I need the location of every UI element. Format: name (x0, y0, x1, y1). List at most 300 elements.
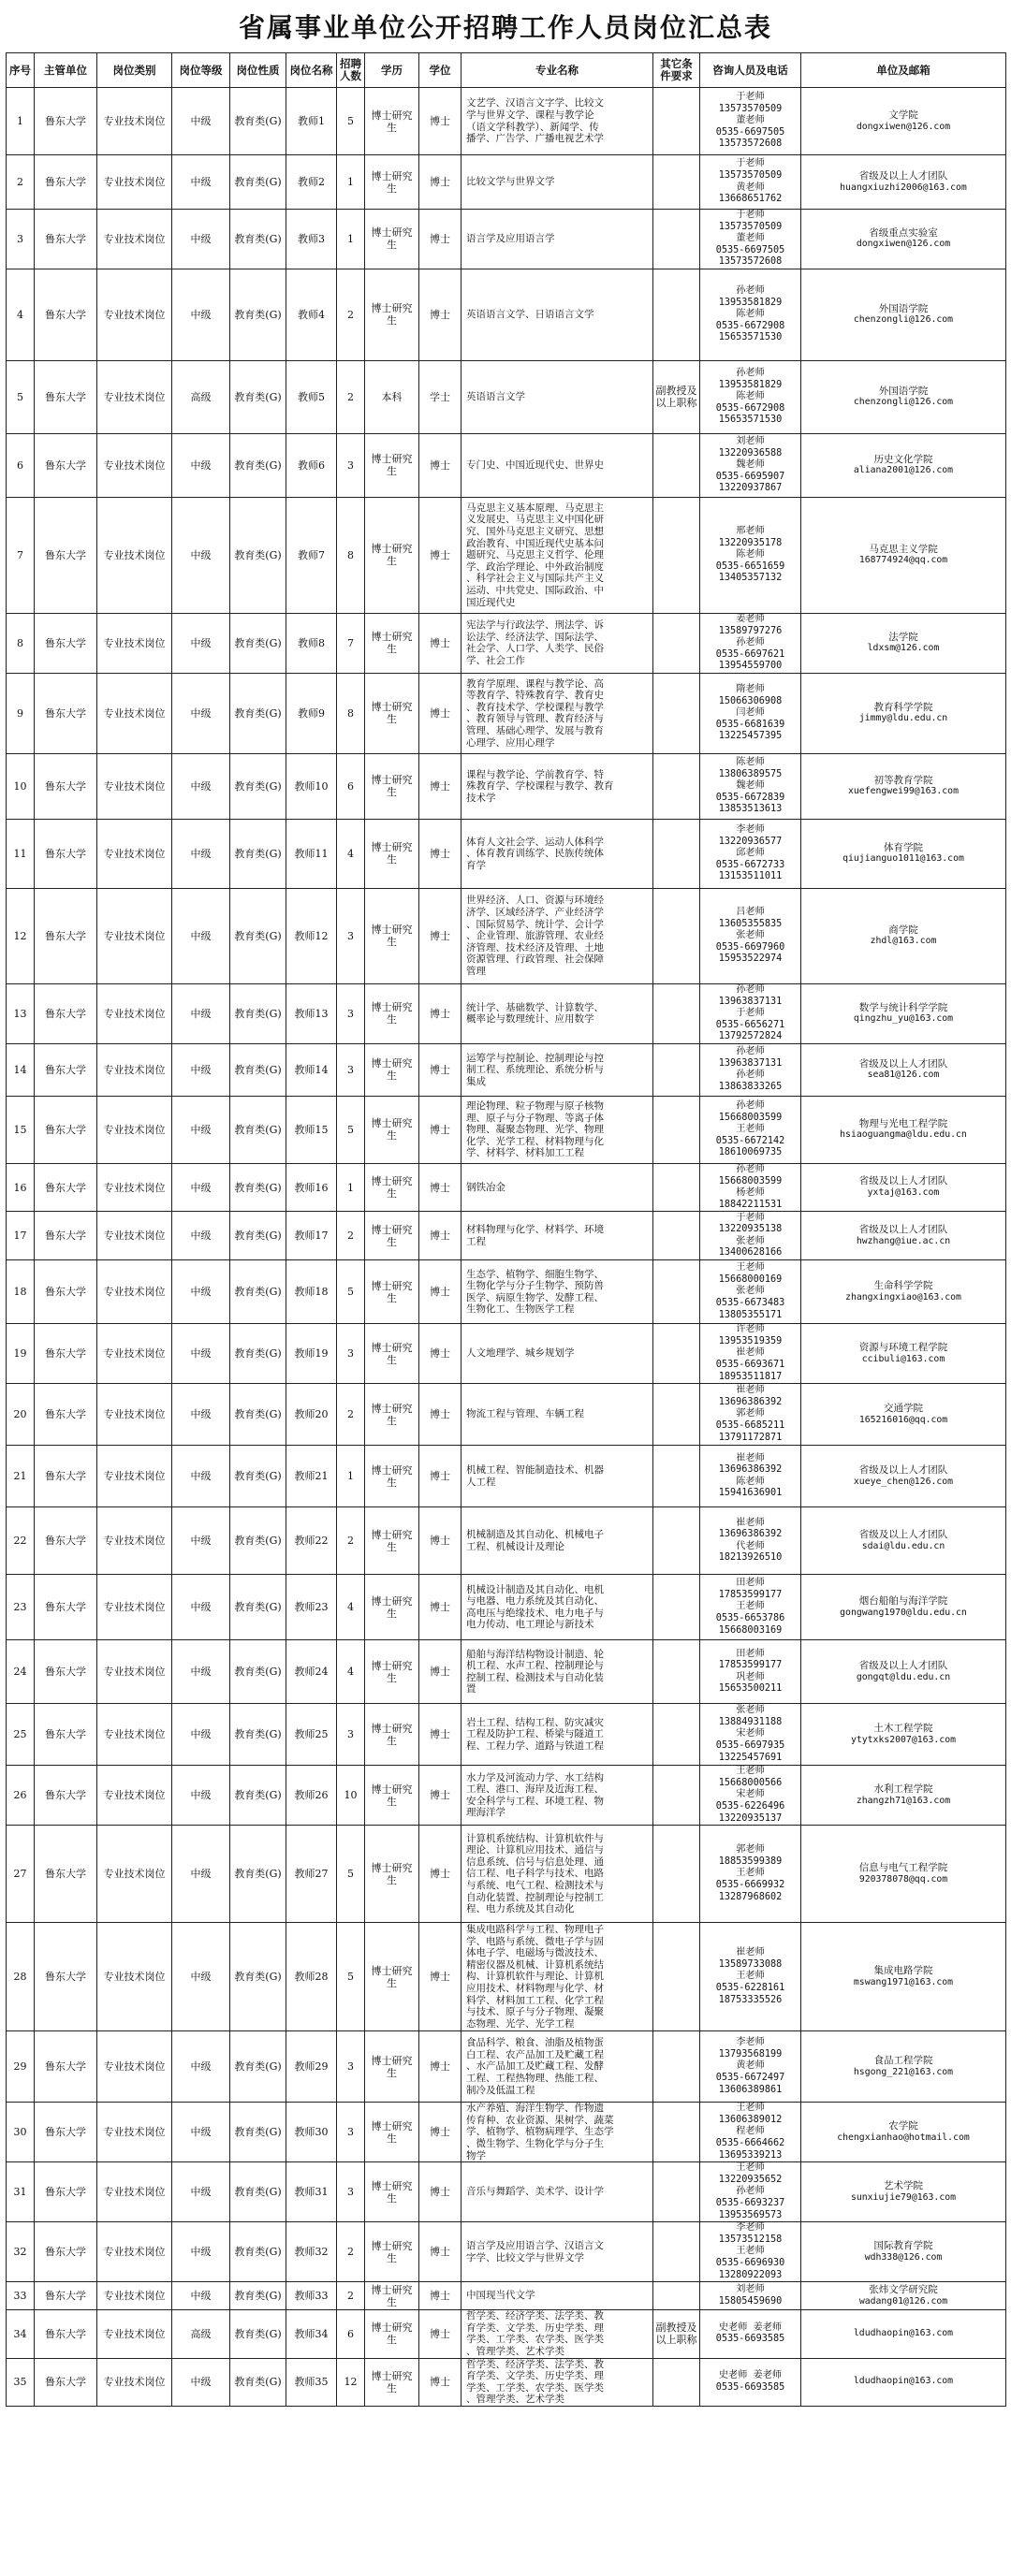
contact-line: 13573572608 (718, 138, 783, 150)
unit-email[interactable]: ldxsm@126.com (867, 643, 940, 654)
unit-email[interactable]: hwzhang@iue.ac.cn (856, 1235, 951, 1246)
position-name-cell: 教师29 (286, 2031, 337, 2103)
contact-cell (700, 1260, 801, 1324)
count-cell: 2 (337, 269, 365, 360)
position-name-cell: 教师28 (286, 1923, 337, 2031)
nature-cell: 教育类(G) (230, 1826, 286, 1923)
conditions-cell (653, 1826, 700, 1923)
unit-name: 省级及以上人才团队 (858, 1528, 948, 1540)
unit-email[interactable]: 168774924@qq.com (858, 555, 948, 566)
dept-cell: 鲁东大学 (35, 1043, 97, 1096)
contact-line: 15653500211 (718, 1683, 783, 1695)
contact-line: 13287968602 (718, 1891, 783, 1902)
contact-line: 13606389012 (718, 2114, 783, 2125)
major-line: 管理、基础心理学、发展与教育 (466, 725, 604, 737)
degree-cell: 博士 (419, 613, 462, 673)
contact-cell (700, 1704, 801, 1766)
conditions-cell (653, 2222, 700, 2282)
degree-cell: 博士 (419, 2310, 462, 2358)
category-cell: 专业技术岗位 (97, 1923, 172, 2031)
level-cell: 中级 (172, 2031, 230, 2103)
unit-email[interactable]: zhangzh71@163.com (856, 1795, 951, 1806)
major-line: 学类、工学类、农学类、医学类 (466, 2381, 604, 2394)
conditions-cell (653, 433, 700, 497)
dept-cell: 鲁东大学 (35, 210, 97, 269)
contact-line: 13963837131 (718, 996, 783, 1007)
unit-email[interactable]: sea81@126.com (867, 1070, 940, 1081)
level-cell: 中级 (172, 497, 230, 613)
position-name-cell: 教师19 (286, 1324, 337, 1384)
level-cell: 中级 (172, 1384, 230, 1446)
degree-cell: 博士 (419, 1324, 462, 1384)
contact-cell (700, 673, 801, 753)
contact-line: 孙老师 (736, 367, 765, 378)
unit-email[interactable]: sdai@ldu.edu.cn (861, 1540, 945, 1551)
no-cell: 20 (7, 1384, 35, 1446)
count-cell: 3 (337, 888, 365, 983)
unit-cell (801, 888, 1006, 983)
category-cell: 专业技术岗位 (97, 1324, 172, 1384)
table-row (7, 1923, 1006, 2031)
unit-email[interactable]: chenzongli@126.com (853, 314, 954, 326)
dept-cell: 鲁东大学 (35, 497, 97, 613)
unit-email[interactable]: zhangxingxiao@163.com (845, 1291, 961, 1303)
contact-line: 巩老师 (736, 1671, 765, 1682)
contact-line: 于老师 (736, 92, 765, 103)
unit-email[interactable]: gongqt@ldu.edu.cn (856, 1671, 951, 1682)
unit-email[interactable]: ccibuli@163.com (861, 1353, 945, 1364)
major-cell (462, 155, 653, 210)
degree-cell: 博士 (419, 888, 462, 983)
degree-cell: 博士 (419, 269, 462, 360)
unit-name: 国际教育学院 (873, 2239, 933, 2251)
education-cell: 博士研究生 (365, 1324, 419, 1384)
contact-line: 18842211531 (718, 1199, 783, 1210)
no-cell: 27 (7, 1826, 35, 1923)
contact-line: 刘老师 (736, 435, 765, 446)
contact-line: 史老师 姜老师 (718, 2321, 783, 2333)
contact-line: 王老师 (736, 2246, 765, 2257)
unit-cell (801, 2282, 1006, 2310)
major-line: 、微生物学、生物化学与分子生 (466, 2138, 604, 2149)
contact-cell (700, 433, 801, 497)
unit-email[interactable]: wadang01@126.com (858, 2295, 948, 2307)
nature-cell: 教育类(G) (230, 1384, 286, 1446)
header-cell: 主管单位 (35, 53, 97, 88)
table-row (7, 2162, 1006, 2222)
degree-cell: 博士 (419, 1923, 462, 2031)
contact-line: 13696386392 (718, 1396, 783, 1407)
contact-line: 陈老师 (736, 391, 765, 402)
contact-line: 0535-6693237 (715, 2197, 785, 2208)
position-name-cell: 教师33 (286, 2282, 337, 2310)
major-cell (462, 613, 653, 673)
count-cell: 10 (337, 1766, 365, 1826)
unit-name: 历史文化学院 (873, 453, 933, 465)
positions-table (6, 52, 1006, 2407)
contact-line: 0535-6693585 (715, 2381, 785, 2393)
contact-line: 13884931188 (718, 1716, 783, 1727)
position-name-cell: 教师7 (286, 497, 337, 613)
unit-cell (801, 88, 1006, 155)
major-line: 集成 (466, 1075, 486, 1087)
major-line: 钢铁冶金 (466, 1181, 506, 1193)
nature-cell: 教育类(G) (230, 360, 286, 433)
contact-line: 13605355835 (718, 918, 783, 929)
major-line: 机械工程、智能制造技术、机器 (466, 1464, 604, 1477)
table-row (7, 155, 1006, 210)
level-cell: 中级 (172, 1324, 230, 1384)
contact-cell (700, 2358, 801, 2406)
degree-cell: 博士 (419, 1826, 462, 1923)
unit-name: 外国语学院 (878, 302, 929, 314)
contact-line: 隋老师 (736, 683, 765, 694)
unit-email[interactable]: zhdl@163.com (870, 936, 937, 947)
contact-line: 13589797276 (718, 625, 783, 636)
dept-cell: 鲁东大学 (35, 1212, 97, 1260)
dept-cell: 鲁东大学 (35, 2358, 97, 2406)
major-cell (462, 2031, 653, 2103)
conditions-cell (653, 888, 700, 983)
unit-cell (801, 1923, 1006, 2031)
major-cell (462, 1575, 653, 1640)
level-cell: 中级 (172, 88, 230, 155)
contact-line: 13153511011 (718, 871, 783, 882)
table-row (7, 2103, 1006, 2162)
unit-email[interactable]: xueye_chen@126.com (853, 1476, 954, 1487)
unit-email[interactable]: hsgong_221@163.com (853, 2066, 954, 2077)
degree-cell: 博士 (419, 1384, 462, 1446)
unit-email[interactable]: jimmy@ldu.edu.cn (858, 713, 948, 724)
major-cell (462, 1043, 653, 1096)
table-row (7, 1507, 1006, 1575)
category-cell: 专业技术岗位 (97, 753, 172, 819)
header-cell: 岗位名称 (286, 53, 337, 88)
conditions-cell (653, 1043, 700, 1096)
table-row (7, 269, 1006, 360)
contact-line: 王老师 (736, 1766, 765, 1777)
unit-name: 省级重点实验室 (869, 226, 938, 239)
conditions-cell (653, 1640, 700, 1704)
level-cell: 中级 (172, 1096, 230, 1163)
major-cell (462, 2162, 653, 2222)
major-line: 船舶与海洋结构物设计制造、轮 (466, 1648, 604, 1660)
unit-cell (801, 1043, 1006, 1096)
major-line: 生物化学与分子生物学、预防兽 (466, 1280, 604, 1292)
dept-cell: 鲁东大学 (35, 155, 97, 210)
contact-cell (700, 497, 801, 613)
level-cell: 中级 (172, 2162, 230, 2222)
position-name-cell: 教师9 (286, 673, 337, 753)
category-cell: 专业技术岗位 (97, 1507, 172, 1575)
unit-email[interactable]: ldudhaopin@163.com (853, 2376, 954, 2387)
contact-line: 于老师 (736, 1008, 765, 1019)
no-cell: 28 (7, 1923, 35, 2031)
contact-cell (700, 1212, 801, 1260)
nature-cell: 教育类(G) (230, 2358, 286, 2406)
unit-name: 初等教育学院 (873, 774, 933, 786)
contact-line: 0535-6693585 (715, 2334, 785, 2345)
major-cell (462, 1324, 653, 1384)
major-cell (462, 1384, 653, 1446)
conditions-cell (653, 1096, 700, 1163)
education-cell: 博士研究生 (365, 1212, 419, 1260)
no-cell: 33 (7, 2282, 35, 2310)
contact-line: 13953519359 (718, 1335, 783, 1346)
contact-line: 0535-6685211 (715, 1420, 785, 1432)
count-cell: 2 (337, 1507, 365, 1575)
education-cell: 博士研究生 (365, 1446, 419, 1507)
contact-line: 张老师 (736, 1235, 765, 1246)
contact-line: 13695339213 (718, 2149, 783, 2161)
header-cell: 咨询人员及电话 (700, 53, 801, 88)
major-line: 物学 (466, 2149, 486, 2161)
contact-line: 13696386392 (718, 1464, 783, 1476)
contact-line: 15953522974 (718, 953, 783, 965)
level-cell: 中级 (172, 983, 230, 1043)
contact-line: 15653571530 (718, 332, 783, 343)
count-cell: 3 (337, 433, 365, 497)
contact-line: 13573572608 (718, 256, 783, 268)
degree-cell: 博士 (419, 1096, 462, 1163)
unit-email[interactable]: xuefengwei99@163.com (848, 786, 959, 797)
education-cell: 博士研究生 (365, 1384, 419, 1446)
nature-cell: 教育类(G) (230, 888, 286, 983)
contact-line: 0535-6673483 (715, 1298, 785, 1309)
contact-cell (700, 819, 801, 888)
major-line: 比较文学与世界文学 (466, 176, 555, 188)
table-row (7, 433, 1006, 497)
conditions-cell (653, 2031, 700, 2103)
no-cell: 35 (7, 2358, 35, 2406)
education-cell: 博士研究生 (365, 888, 419, 983)
contact-line: 张老师 (736, 1705, 765, 1716)
major-line: 英语语言文学、日语语言文学 (466, 309, 594, 321)
degree-cell: 博士 (419, 983, 462, 1043)
category-cell: 专业技术岗位 (97, 888, 172, 983)
table-row (7, 1324, 1006, 1384)
no-cell: 16 (7, 1163, 35, 1211)
major-line: 哲学类、经济学类、法学类、教 (466, 2358, 604, 2370)
unit-email[interactable]: wdh338@126.com (864, 2251, 943, 2263)
contact-line: 郭老师 (736, 1408, 765, 1419)
nature-cell: 教育类(G) (230, 1766, 286, 1826)
category-cell: 专业技术岗位 (97, 1766, 172, 1826)
no-cell: 5 (7, 360, 35, 433)
education-cell: 博士研究生 (365, 210, 419, 269)
major-cell (462, 1704, 653, 1766)
level-cell: 高级 (172, 360, 230, 433)
table-row (7, 1096, 1006, 1163)
major-line: 英语语言文学 (466, 391, 525, 403)
major-line: 运动、中共党史、国际政治、中 (466, 584, 604, 596)
major-line: 传育种、农业资源、果树学、蔬菜 (466, 2114, 614, 2126)
unit-email[interactable]: ytytxks2007@163.com (850, 1734, 957, 1745)
dept-cell: 鲁东大学 (35, 2222, 97, 2282)
nature-cell: 教育类(G) (230, 433, 286, 497)
position-name-cell: 教师20 (286, 1384, 337, 1446)
contact-line: 13400628166 (718, 1247, 783, 1259)
nature-cell: 教育类(G) (230, 673, 286, 753)
count-cell: 3 (337, 1043, 365, 1096)
contact-line: 13805355171 (718, 1309, 783, 1320)
category-cell: 专业技术岗位 (97, 1096, 172, 1163)
level-cell: 高级 (172, 2310, 230, 2358)
nature-cell: 教育类(G) (230, 497, 286, 613)
unit-cell (801, 497, 1006, 613)
contact-line: 魏老师 (736, 780, 765, 792)
unit-email[interactable]: qingzhu_yu@163.com (853, 1013, 954, 1025)
major-line: 字学、比较文学与世界文学 (466, 2251, 584, 2263)
nature-cell: 教育类(G) (230, 613, 286, 673)
contact-line: 18953511817 (718, 1371, 783, 1382)
contact-line: 0535-6672908 (715, 402, 785, 414)
level-cell: 中级 (172, 1826, 230, 1923)
major-line: 生物化工、生物医学工程 (466, 1303, 575, 1316)
unit-email[interactable]: 920378078@qq.com (858, 1873, 948, 1885)
dept-cell: 鲁东大学 (35, 2103, 97, 2162)
nature-cell: 教育类(G) (230, 1096, 286, 1163)
unit-email[interactable]: chengxianhao@hotmail.com (837, 2132, 970, 2143)
unit-email[interactable]: gongwang1970@ldu.edu.cn (840, 1607, 967, 1618)
conditions-cell (653, 210, 700, 269)
degree-cell: 博士 (419, 1575, 462, 1640)
unit-email[interactable]: sunxiujie79@163.com (850, 2191, 957, 2203)
contact-line: 15066306908 (718, 695, 783, 706)
category-cell: 专业技术岗位 (97, 1704, 172, 1766)
major-cell (462, 1260, 653, 1324)
position-name-cell: 教师15 (286, 1096, 337, 1163)
major-line: 殊教育学、学校课程与教学、教育 (466, 780, 614, 793)
major-line: 信工程、电子科学与技术、电路 (466, 1868, 604, 1880)
contact-line: 董老师 (736, 233, 765, 244)
contact-line: 魏老师 (736, 459, 765, 471)
major-line: 制工程、系统理论、系统分析与 (466, 1064, 604, 1076)
unit-name: 省级及以上人才团队 (858, 1463, 948, 1476)
conditions-cell (653, 1704, 700, 1766)
unit-email[interactable]: dongxiwen@126.com (856, 121, 951, 132)
contact-cell (700, 210, 801, 269)
major-line: 机械制造及其自动化、机械电子 (466, 1529, 604, 1541)
dept-cell: 鲁东大学 (35, 1163, 97, 1211)
count-cell: 5 (337, 88, 365, 155)
major-line: 理论物理、粒子物理与原子核物 (466, 1099, 604, 1112)
category-cell: 专业技术岗位 (97, 2282, 172, 2310)
contact-line: 0535-6695907 (715, 471, 785, 482)
contact-line: 于老师 (736, 1212, 765, 1223)
nature-cell: 教育类(G) (230, 983, 286, 1043)
unit-email[interactable]: 165216016@qq.com (858, 1414, 948, 1425)
contact-line: 0535-6672908 (715, 320, 785, 331)
major-line: 中国现当代文学 (466, 2290, 535, 2302)
dept-cell: 鲁东大学 (35, 1324, 97, 1384)
position-name-cell: 教师16 (286, 1163, 337, 1211)
degree-cell: 博士 (419, 2282, 462, 2310)
contact-line: 17853599177 (718, 1589, 783, 1600)
contact-line: 孙老师 (736, 983, 765, 995)
major-line: 医学、病原生物学、发酵工程、 (466, 1291, 604, 1303)
major-line: 究、国外马克思主义研究、思想 (466, 525, 604, 537)
conditions-cell (653, 983, 700, 1043)
unit-cell (801, 1640, 1006, 1704)
count-cell: 5 (337, 1260, 365, 1324)
degree-cell: 博士 (419, 753, 462, 819)
contact-line: 15668003169 (718, 1624, 783, 1636)
major-cell (462, 1923, 653, 2031)
contact-line: 0535-6653786 (715, 1613, 785, 1624)
no-cell: 24 (7, 1640, 35, 1704)
contact-line: 0535-6664662 (715, 2138, 785, 2148)
category-cell: 专业技术岗位 (97, 1446, 172, 1507)
position-name-cell: 教师27 (286, 1826, 337, 1923)
contact-line: 13220935137 (718, 1812, 783, 1824)
position-name-cell: 教师4 (286, 269, 337, 360)
header-cell: 序号 (7, 53, 35, 88)
nature-cell: 教育类(G) (230, 1446, 286, 1507)
level-cell: 中级 (172, 2358, 230, 2406)
degree-cell: 博士 (419, 1163, 462, 1211)
major-cell (462, 1640, 653, 1704)
contact-line: 13863833265 (718, 1082, 783, 1092)
unit-email[interactable]: hsiaoguangma@ldu.edu.cn (840, 1129, 967, 1141)
education-cell: 博士研究生 (365, 1043, 419, 1096)
contact-line: 13280922093 (718, 2269, 783, 2280)
position-name-cell: 教师10 (286, 753, 337, 819)
contact-line: 李老师 (736, 2037, 765, 2048)
major-cell (462, 673, 653, 753)
contact-line: 13963837131 (718, 1057, 783, 1069)
no-cell: 7 (7, 497, 35, 613)
unit-email[interactable]: dongxiwen@126.com (856, 239, 951, 250)
count-cell: 3 (337, 983, 365, 1043)
major-line: 哲学类、经济学类、法学类、教 (466, 2310, 604, 2322)
contact-line: 孙老师 (736, 2186, 765, 2197)
contact-line: 0535-6697505 (715, 244, 785, 255)
unit-name: 食品工程学院 (873, 2054, 933, 2066)
dept-cell: 鲁东大学 (35, 88, 97, 155)
contact-line: 王老师 (736, 1868, 765, 1879)
count-cell: 2 (337, 1384, 365, 1446)
table-body (7, 88, 1006, 2407)
page-title: 省属事业单位公开招聘工作人员岗位汇总表 (238, 12, 772, 43)
unit-email[interactable]: huangxiuzhi2006@163.com (840, 182, 967, 193)
unit-email[interactable]: ldudhaopin@163.com (853, 2327, 954, 2338)
major-line: 课程与教学论、学前教育学、特 (466, 768, 604, 780)
unit-email[interactable]: yxtaj@163.com (867, 1187, 940, 1199)
table-row (7, 2031, 1006, 2103)
unit-cell (801, 2031, 1006, 2103)
category-cell: 专业技术岗位 (97, 2103, 172, 2162)
unit-email[interactable]: chenzongli@126.com (853, 397, 954, 408)
education-cell: 博士研究生 (365, 88, 419, 155)
unit-email[interactable]: mswang1971@163.com (853, 1976, 954, 1987)
major-line: 育学类、文学类、历史学类、理 (466, 2370, 604, 2382)
major-line: 与技术、原子与分子物理、凝聚 (466, 2006, 604, 2018)
table-row (7, 1826, 1006, 1923)
major-line: 体电子学、电磁场与微波技术、 (466, 1947, 604, 1959)
major-line: 讼法学、经济法学、国际法学、 (466, 631, 604, 643)
unit-name: 集成电路学院 (873, 1964, 933, 1976)
dept-cell: 鲁东大学 (35, 613, 97, 673)
position-name-cell: 教师32 (286, 2222, 337, 2282)
education-cell: 博士研究生 (365, 673, 419, 753)
unit-email[interactable]: qiujianguo1011@163.com (842, 853, 964, 865)
contact-line: 0535-6697960 (715, 941, 785, 953)
count-cell: 3 (337, 2103, 365, 2162)
contact-line: 0535-6656271 (715, 1019, 785, 1030)
nature-cell: 教育类(G) (230, 1704, 286, 1766)
unit-email[interactable]: aliana2001@126.com (853, 465, 954, 476)
